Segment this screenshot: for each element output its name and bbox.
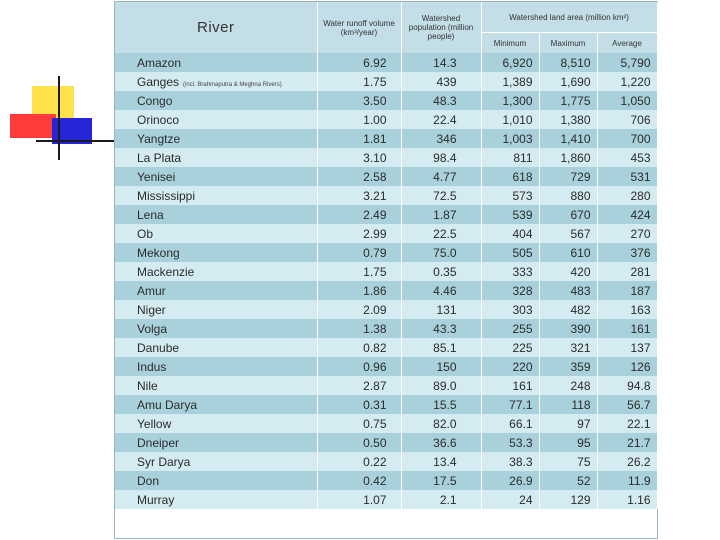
runoff-cell: 0.50: [317, 433, 401, 452]
slide-ornament: [0, 0, 120, 170]
table-row: [115, 53, 657, 72]
land-avg-cell: 270: [597, 224, 657, 243]
land-max-cell: 610: [539, 243, 597, 262]
river-name-cell: [115, 224, 317, 243]
population-cell: 1.87: [401, 205, 481, 224]
land-avg-cell: 21.7: [597, 433, 657, 452]
table-row: [115, 414, 657, 433]
river-name: Congo: [137, 93, 173, 108]
river-name: Dneiper: [137, 435, 180, 450]
land-max-cell: 880: [539, 186, 597, 205]
land-avg-cell: 700: [597, 129, 657, 148]
runoff-cell: 3.10: [317, 148, 401, 167]
table-row: [115, 167, 657, 186]
vertical-line: [58, 76, 60, 160]
river-name: Mississippi: [137, 188, 196, 203]
river-name-cell: [115, 490, 317, 509]
river-name: Amur: [137, 283, 166, 298]
land-avg-cell: 376: [597, 243, 657, 262]
river-name: Mekong: [137, 245, 180, 260]
river-name-cell: [115, 243, 317, 262]
land-avg-cell: 161: [597, 319, 657, 338]
land-max-cell: 670: [539, 205, 597, 224]
population-cell: 82.0: [401, 414, 481, 433]
river-name-cell: [115, 281, 317, 300]
river-name-cell: [115, 110, 317, 129]
land-max-cell: 1,380: [539, 110, 597, 129]
average-column-header: Average: [597, 33, 657, 54]
river-name-cell: [115, 148, 317, 167]
river-name-cell: [115, 414, 317, 433]
land-avg-cell: 56.7: [597, 395, 657, 414]
land-avg-cell: 22.1: [597, 414, 657, 433]
runoff-cell: 1.86: [317, 281, 401, 300]
river-name-cell: [115, 395, 317, 414]
river-name-cell: [115, 319, 317, 338]
river-name: Yangtze: [137, 131, 181, 146]
land-avg-cell: 137: [597, 338, 657, 357]
red-square: [10, 114, 56, 138]
land-min-cell: 161: [481, 376, 539, 395]
land-max-cell: 75: [539, 452, 597, 471]
population-cell: 48.3: [401, 91, 481, 110]
table-row: [115, 148, 657, 167]
land-avg-cell: 26.2: [597, 452, 657, 471]
land-avg-cell: 187: [597, 281, 657, 300]
land-area-column-header: Watershed land area (million km²): [481, 2, 657, 33]
river-name: Ob: [137, 226, 154, 241]
land-avg-cell: 424: [597, 205, 657, 224]
runoff-cell: 1.75: [317, 72, 401, 91]
land-max-cell: 420: [539, 262, 597, 281]
river-name: Murray: [137, 492, 175, 507]
population-column-header: Watershed population (million people): [401, 2, 481, 53]
land-min-cell: 53.3: [481, 433, 539, 452]
river-name-cell: [115, 186, 317, 205]
river-name-cell: [115, 53, 317, 72]
table-row: [115, 357, 657, 376]
minimum-column-header: Minimum: [481, 33, 539, 54]
river-name-cell: [115, 167, 317, 186]
runoff-cell: 0.96: [317, 357, 401, 376]
land-max-cell: 567: [539, 224, 597, 243]
land-min-cell: 573: [481, 186, 539, 205]
land-max-cell: 1,690: [539, 72, 597, 91]
runoff-cell: 2.58: [317, 167, 401, 186]
land-max-cell: 248: [539, 376, 597, 395]
runoff-cell: 0.79: [317, 243, 401, 262]
land-avg-cell: 163: [597, 300, 657, 319]
land-avg-cell: 11.9: [597, 471, 657, 490]
river-name: Yenisei: [137, 169, 176, 184]
table-row: [115, 433, 657, 452]
table-row: [115, 224, 657, 243]
land-min-cell: 811: [481, 148, 539, 167]
river-name: La Plata: [137, 150, 182, 165]
land-min-cell: 6,920: [481, 53, 539, 72]
river-name: Danube: [137, 340, 180, 355]
table-row: [115, 243, 657, 262]
river-name: Ganges: [137, 74, 180, 89]
population-cell: 346: [401, 129, 481, 148]
river-name-cell: [115, 452, 317, 471]
river-name: Nile: [137, 378, 158, 393]
runoff-cell: 3.21: [317, 186, 401, 205]
runoff-cell: 2.09: [317, 300, 401, 319]
population-cell: 85.1: [401, 338, 481, 357]
land-max-cell: 1,860: [539, 148, 597, 167]
population-cell: 36.6: [401, 433, 481, 452]
river-name-cell: [115, 338, 317, 357]
land-min-cell: 225: [481, 338, 539, 357]
runoff-cell: 1.75: [317, 262, 401, 281]
land-max-cell: 1,775: [539, 91, 597, 110]
population-cell: 4.46: [401, 281, 481, 300]
land-max-cell: 482: [539, 300, 597, 319]
table-row: [115, 395, 657, 414]
river-name-cell: [115, 376, 317, 395]
runoff-cell: 0.75: [317, 414, 401, 433]
land-min-cell: 1,010: [481, 110, 539, 129]
river-name: Lena: [137, 207, 164, 222]
river-name-cell: [115, 300, 317, 319]
land-avg-cell: 281: [597, 262, 657, 281]
river-name: Orinoco: [137, 112, 180, 127]
land-min-cell: 77.1: [481, 395, 539, 414]
land-max-cell: 118: [539, 395, 597, 414]
table-row: [115, 452, 657, 471]
table-row: [115, 129, 657, 148]
river-name: Amu Darya: [137, 397, 198, 412]
runoff-cell: 1.07: [317, 490, 401, 509]
table-row: [115, 186, 657, 205]
river-name-cell: [115, 72, 317, 91]
maximum-column-header: Maximum: [539, 33, 597, 54]
runoff-cell: 1.00: [317, 110, 401, 129]
land-max-cell: 321: [539, 338, 597, 357]
table-row: [115, 281, 657, 300]
land-avg-cell: 280: [597, 186, 657, 205]
runoff-cell: 2.87: [317, 376, 401, 395]
population-cell: 13.4: [401, 452, 481, 471]
river-table-container: [114, 1, 658, 539]
land-min-cell: 328: [481, 281, 539, 300]
population-cell: 2.1: [401, 490, 481, 509]
table-row: [115, 300, 657, 319]
table-row: [115, 262, 657, 281]
population-cell: 98.4: [401, 148, 481, 167]
population-cell: 22.4: [401, 110, 481, 129]
river-name: Volga: [137, 321, 168, 336]
river-name: Yellow: [137, 416, 172, 431]
runoff-cell: 0.31: [317, 395, 401, 414]
population-cell: 439: [401, 72, 481, 91]
river-name-cell: [115, 357, 317, 376]
land-min-cell: 539: [481, 205, 539, 224]
land-avg-cell: 706: [597, 110, 657, 129]
runoff-cell: 0.42: [317, 471, 401, 490]
land-min-cell: 1,003: [481, 129, 539, 148]
table-row: [115, 91, 657, 110]
land-avg-cell: 5,790: [597, 53, 657, 72]
land-min-cell: 255: [481, 319, 539, 338]
land-min-cell: 66.1: [481, 414, 539, 433]
river-name-cell: [115, 433, 317, 452]
table-row: [115, 319, 657, 338]
table-row: [115, 376, 657, 395]
population-cell: 43.3: [401, 319, 481, 338]
river-column-header: River: [115, 2, 317, 53]
population-cell: 89.0: [401, 376, 481, 395]
runoff-cell: 0.82: [317, 338, 401, 357]
table-body: [115, 53, 657, 509]
population-cell: 4.77: [401, 167, 481, 186]
river-name: Mackenzie: [137, 264, 195, 279]
population-cell: 72.5: [401, 186, 481, 205]
land-min-cell: 1,300: [481, 91, 539, 110]
land-max-cell: 129: [539, 490, 597, 509]
river-name: Syr Darya: [137, 454, 191, 469]
land-min-cell: 404: [481, 224, 539, 243]
horizontal-line: [36, 140, 116, 142]
land-avg-cell: 1.16: [597, 490, 657, 509]
land-min-cell: 505: [481, 243, 539, 262]
population-cell: 131: [401, 300, 481, 319]
land-max-cell: 729: [539, 167, 597, 186]
land-avg-cell: 94.8: [597, 376, 657, 395]
table-row: [115, 205, 657, 224]
river-name: Don: [137, 473, 160, 488]
population-cell: 22.5: [401, 224, 481, 243]
land-avg-cell: 126: [597, 357, 657, 376]
table-row: [115, 72, 657, 91]
river-name: Amazon: [137, 55, 182, 70]
land-min-cell: 618: [481, 167, 539, 186]
table-row: [115, 338, 657, 357]
land-min-cell: 1,389: [481, 72, 539, 91]
population-cell: 17.5: [401, 471, 481, 490]
land-min-cell: 220: [481, 357, 539, 376]
runoff-cell: 6.92: [317, 53, 401, 72]
land-min-cell: 38.3: [481, 452, 539, 471]
land-avg-cell: 1,220: [597, 72, 657, 91]
runoff-cell: 1.38: [317, 319, 401, 338]
river-note: (incl. Brahmaputra & Meghna Rivers): [183, 81, 282, 88]
land-max-cell: 95: [539, 433, 597, 452]
river-name-cell: [115, 205, 317, 224]
river-name: Niger: [137, 302, 166, 317]
runoff-column-header: Water runoff volume (km³/year): [317, 2, 401, 53]
land-max-cell: 97: [539, 414, 597, 433]
land-max-cell: 390: [539, 319, 597, 338]
runoff-cell: 2.49: [317, 205, 401, 224]
population-cell: 15.5: [401, 395, 481, 414]
river-name: Indus: [137, 359, 167, 374]
river-name-cell: [115, 471, 317, 490]
land-max-cell: 8,510: [539, 53, 597, 72]
table-row: [115, 471, 657, 490]
population-cell: 75.0: [401, 243, 481, 262]
population-cell: 0.35: [401, 262, 481, 281]
population-cell: 150: [401, 357, 481, 376]
land-avg-cell: 453: [597, 148, 657, 167]
river-name-cell: [115, 91, 317, 110]
runoff-cell: 1.81: [317, 129, 401, 148]
land-avg-cell: 1,050: [597, 91, 657, 110]
land-max-cell: 359: [539, 357, 597, 376]
land-min-cell: 303: [481, 300, 539, 319]
land-avg-cell: 531: [597, 167, 657, 186]
runoff-cell: 0.22: [317, 452, 401, 471]
land-max-cell: 483: [539, 281, 597, 300]
runoff-cell: 2.99: [317, 224, 401, 243]
land-max-cell: 1,410: [539, 129, 597, 148]
table-header: [115, 2, 657, 53]
land-min-cell: 333: [481, 262, 539, 281]
river-name-cell: [115, 129, 317, 148]
population-cell: 14.3: [401, 53, 481, 72]
runoff-cell: 3.50: [317, 91, 401, 110]
river-name-cell: [115, 262, 317, 281]
land-min-cell: 24: [481, 490, 539, 509]
table-row: [115, 110, 657, 129]
land-max-cell: 52: [539, 471, 597, 490]
river-table: [115, 2, 658, 509]
land-min-cell: 26.9: [481, 471, 539, 490]
table-row: [115, 490, 657, 509]
